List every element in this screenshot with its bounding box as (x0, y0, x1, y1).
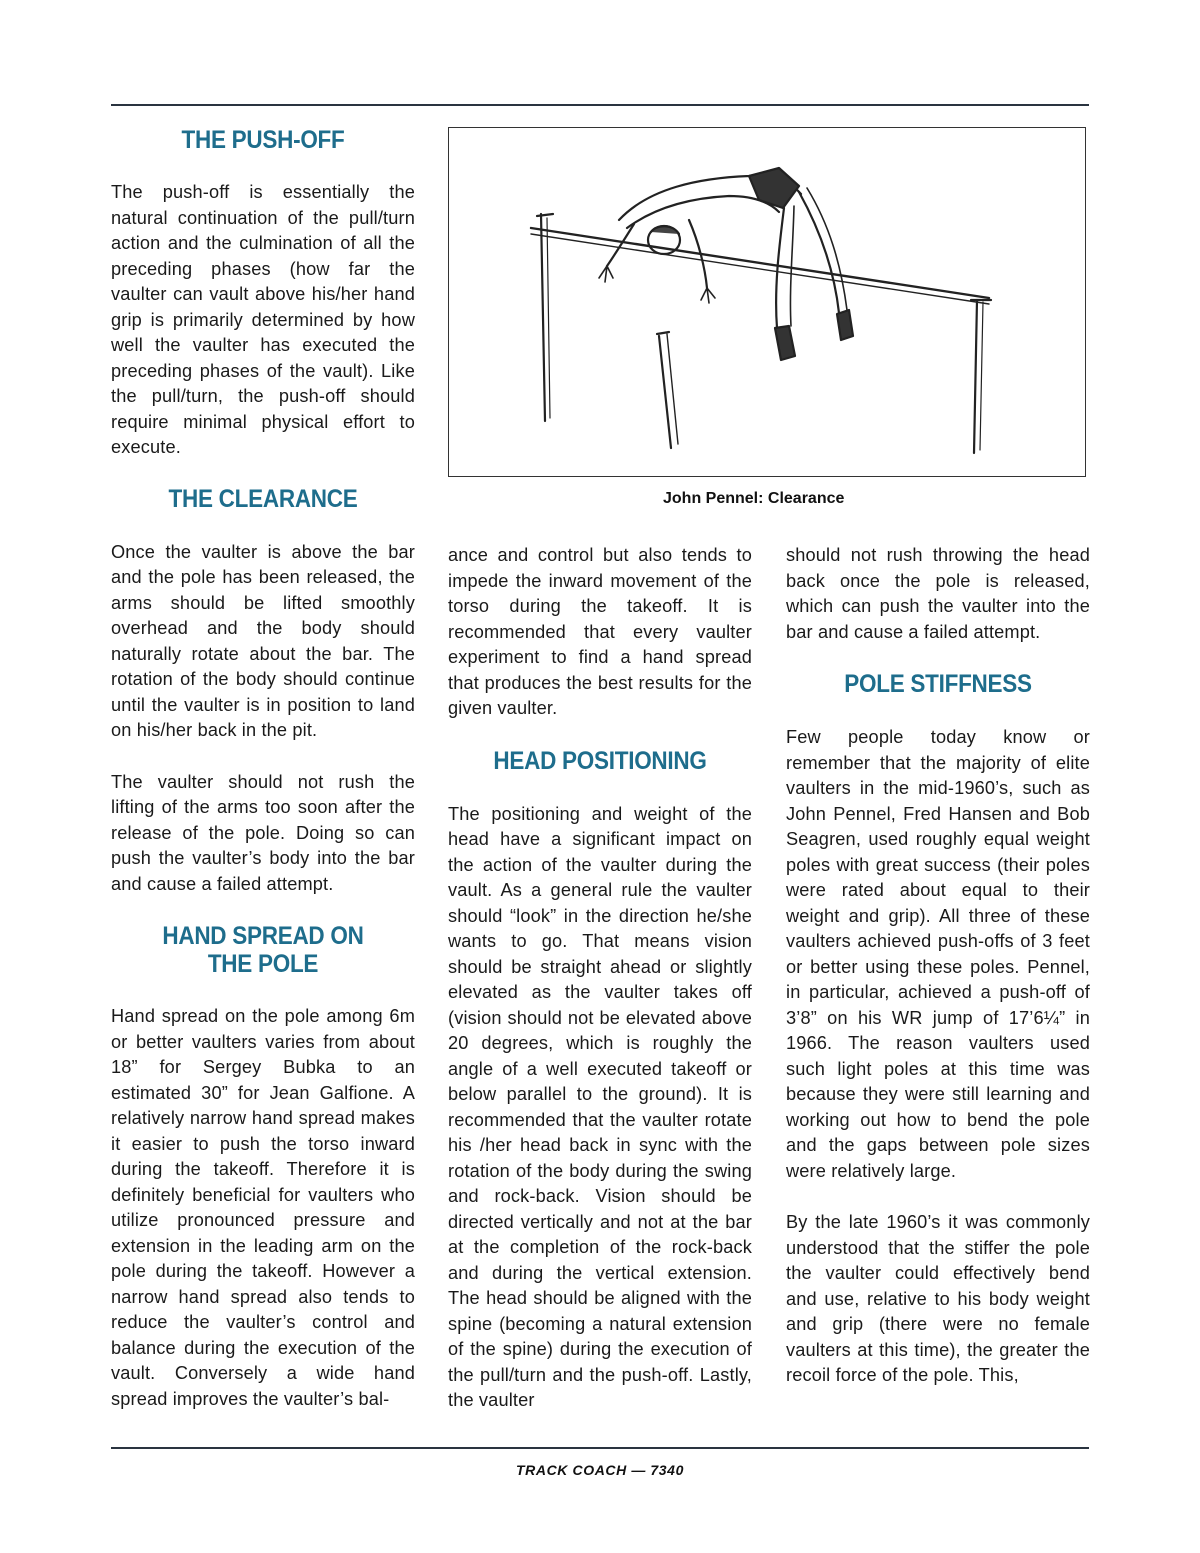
column-left (111, 118, 415, 1412)
right-upright (974, 300, 977, 453)
hand-spread-continuation: ance and control but also tends to impede the inward movement of the torso during the takeoff. It is recommended that every vaulter experiment to find a hand spread that produces the best results for the given vaulter. (448, 545, 752, 718)
top-rule (111, 104, 1089, 106)
vaulter-left-arm (607, 224, 634, 266)
pole-stiffness-paragraph-2: By the late 1960’s it was commonly understood that the stiffer the pole the vaulter could effectively bend and use, relative to his body weight and grip (there were no female vaulters at this time), the greater the recoil force of the pole. This, (786, 1212, 1090, 1385)
heading-hand-spread-line2: THE POLE (207, 950, 319, 978)
crossbar (531, 228, 989, 298)
figure-frame (448, 127, 1086, 477)
right-shoe (837, 310, 853, 340)
heading-pole-stiffness: POLE STIFFNESS (844, 670, 1032, 698)
heading-hand-spread-line1: HAND SPREAD ON (162, 922, 364, 950)
pole-vaulter-clearing-bar-icon (449, 128, 1085, 476)
hand-spread-body: Hand spread on the pole among 6m or better vaulters varies from about 18” for Sergey Bubka to an estimated 30” for Jean Galfione. A relatively narrow hand spread makes it easier to push the torso inward during the takeoff. Therefore it is definitely beneficial for vaulters who utilize pronounced pressure and extension in the leading arm on the pole during the takeoff. However a narrow hand spread also tends to reduce the vaulter’s control and balance during the execution of the vault. Conversely a wide hand spread improves the vaulter’s bal- (111, 1006, 415, 1409)
heading-hand-spread (126, 922, 400, 978)
pole-stiffness-paragraph-1: Few people today know or remember that the majority of elite vaulters in the mid-1960’s, such as John Pennel, Fred Hansen and Bob Seagren, used roughly equal weight poles with great success (their poles were rated about equal to their weight and grip). All three of these vaulters achieved push-offs of 3 feet or better using these poles. Pennel, in particular, achieved a push-off of 3’8” on his WR jump of 17’6¼” in 1966. The reason vaulters used such light poles at this time was because they were still learning and working out how to bend the pole and the gaps between pole sizes were relatively large. (786, 727, 1090, 1181)
heading-head-positioning: HEAD POSITIONING (493, 746, 707, 775)
heading-push-off: THE PUSH-OFF (181, 126, 345, 154)
bottom-rule (111, 1447, 1089, 1449)
column-right (786, 543, 1090, 1389)
heading-clearance: THE CLEARANCE (168, 484, 358, 513)
clearance-paragraph-2: The vaulter should not rush the lifting of the arms too soon after the release of the pole. Doing so can push the vaulter’s body into the bar and cause a failed attempt. (111, 771, 415, 894)
column-middle (448, 543, 752, 1414)
head-positioning-continuation: should not rush throwing the head back once the pole is released, which can push the vaulter into the bar and cause a failed attempt. (786, 545, 1090, 642)
left-upright (541, 214, 545, 421)
push-off-body: The push-off is essentially the natural continuation of the pull/turn action and the culmination of all the preceding phases (how far the vaulter can vault above his/her hand grip is primarily determined by how well the vaulter has executed the preceding phases of the vault). Like the pull/turn, the push-off should require minimal physical effort to execute. (111, 182, 415, 457)
clearance-paragraph-1: Once the vaulter is above the bar and the pole has been released, the arms should be lifted smoothly overhead and the body should naturally rotate about the bar. The rotation of the body should continue until the vaulter is in position to land on his/her back in the pit. (111, 541, 415, 740)
figure-caption: John Pennel: Clearance (663, 490, 845, 507)
vaulter-left-leg (776, 208, 784, 328)
left-shoe (775, 326, 795, 360)
page-footer: TRACK COACH — 7340 (516, 1462, 684, 1478)
head-positioning-body: The positioning and weight of the head have a significant impact on the action of the vaulter during the vault. As a general rule the vaulter should “look” in the direction he/she wants to go. That means vision should be straight ahead or slightly elevated as the vaulter takes off (vision should not be elevated above 20 degrees, which is roughly the angle of a well executed takeoff or below parallel to the ground). It is recommended that the vaulter rotate his /her head back in sync with the rotation of the body during the swing and rock-back. Vision should be directed vertically and not at the bar at the completion of the rock-back and during the vertical extension. The head should be aligned with the spine (becoming a natural extension of the spine) during the execution of the pull/turn and the push-off. Lastly, the vaulter (448, 803, 752, 1410)
